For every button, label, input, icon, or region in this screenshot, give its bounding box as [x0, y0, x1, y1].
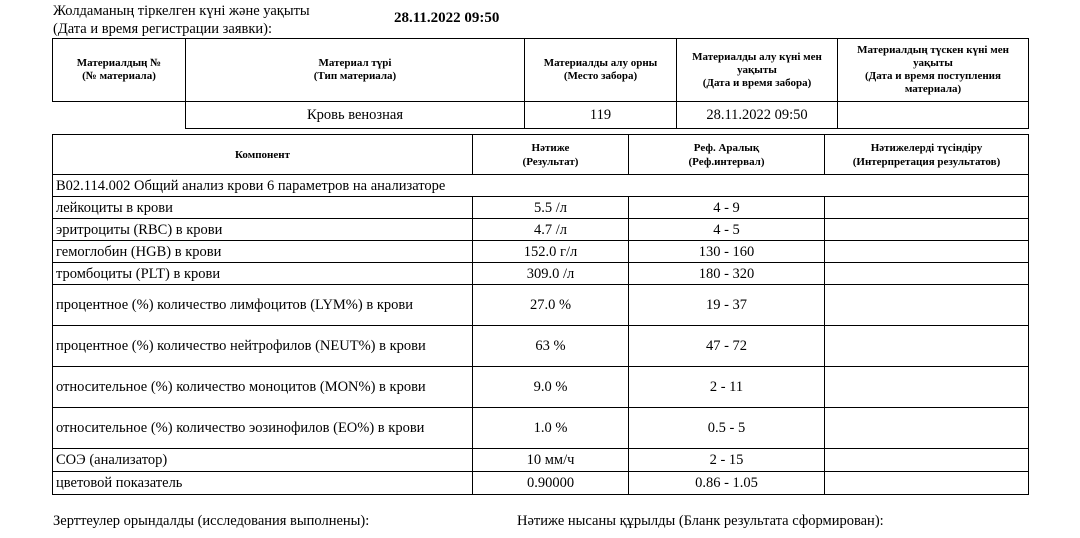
- ref-interval: 4 - 9: [629, 197, 825, 219]
- component-name: процентное (%) количество нейтрофилов (NEUT%) в крови: [53, 326, 473, 367]
- interpretation: [825, 285, 1029, 326]
- material-number-header: Материалдың № (№ материала): [53, 39, 186, 102]
- material-collected-value: 28.11.2022 09:50: [677, 102, 838, 129]
- result-value: 27.0 %: [473, 285, 629, 326]
- table-row: [53, 263, 1029, 285]
- table-row: [53, 472, 1029, 495]
- ref-interval: 2 - 15: [629, 449, 825, 472]
- component-name: процентное (%) количество лимфоцитов (LYM%) в крови: [53, 285, 473, 326]
- result-value: 309.0 /л: [473, 263, 629, 285]
- table-row: [53, 367, 1029, 408]
- results-header-row: [53, 135, 1029, 175]
- result-header: Нәтиже (Результат): [473, 135, 629, 175]
- component-name: тромбоциты (PLT) в крови: [53, 263, 473, 285]
- table-row: [53, 197, 1029, 219]
- material-collected-header: Материалды алу күні мен уақыты (Дата и время забора): [677, 39, 838, 102]
- table-row: [53, 241, 1029, 263]
- ref-interval: 19 - 37: [629, 285, 825, 326]
- registration-label-kz: Жолдаманың тіркелген күні және уақыты: [53, 3, 310, 19]
- component-name: гемоглобин (HGB) в крови: [53, 241, 473, 263]
- material-received-value: [838, 102, 1029, 129]
- ref-interval: 0.86 - 1.05: [629, 472, 825, 495]
- result-value: 9.0 %: [473, 367, 629, 408]
- footer-formed: Нәтиже нысаны құрылды (Бланк результата сформирован):: [517, 513, 884, 529]
- material-place-header: Материалды алу орны (Место забора): [525, 39, 677, 102]
- ref-interval: 180 - 320: [629, 263, 825, 285]
- result-value: 0.90000: [473, 472, 629, 495]
- interpretation: [825, 449, 1029, 472]
- section-row: [53, 175, 1029, 197]
- material-type-header: Материал түрі (Тип материала): [186, 39, 525, 102]
- registration-label: [53, 2, 310, 38]
- footer-performed: Зерттеулер орындалды (исследования выполнены):: [53, 513, 370, 529]
- result-value: 1.0 %: [473, 408, 629, 449]
- component-name: лейкоциты в крови: [53, 197, 473, 219]
- results-table: [52, 134, 1029, 495]
- ref-interval: 130 - 160: [629, 241, 825, 263]
- material-table: [52, 38, 1029, 129]
- ref-interval: 47 - 72: [629, 326, 825, 367]
- interpretation: [825, 367, 1029, 408]
- interpretation: [825, 241, 1029, 263]
- ref-interval: 4 - 5: [629, 219, 825, 241]
- registration-label-ru: (Дата и время регистрации заявки):: [53, 21, 273, 37]
- table-row: [53, 219, 1029, 241]
- material-type-value: Кровь венозная: [186, 102, 525, 129]
- interpretation: [825, 472, 1029, 495]
- ref-interval: 2 - 11: [629, 367, 825, 408]
- material-received-header: Материалдың түскен күні мен уақыты (Дата и время поступления материала): [838, 39, 1029, 102]
- ref-interval: 0.5 - 5: [629, 408, 825, 449]
- result-value: 5.5 /л: [473, 197, 629, 219]
- interpretation: [825, 197, 1029, 219]
- table-row: [53, 285, 1029, 326]
- interpretation: [825, 408, 1029, 449]
- table-row: [53, 408, 1029, 449]
- registration-date: 28.11.2022 09:50: [394, 10, 500, 26]
- material-header-row: [53, 39, 1029, 102]
- result-value: 63 %: [473, 326, 629, 367]
- result-value: 10 мм/ч: [473, 449, 629, 472]
- section-title: B02.114.002 Общий анализ крови 6 параметров на анализаторе: [53, 175, 1029, 197]
- component-name: относительное (%) количество моноцитов (MON%) в крови: [53, 367, 473, 408]
- component-name: СОЭ (анализатор): [53, 449, 473, 472]
- interpretation: [825, 219, 1029, 241]
- result-value: 152.0 г/л: [473, 241, 629, 263]
- component-header: Компонент: [53, 135, 473, 175]
- ref-interval-header: Реф. Аралық (Реф.интервал): [629, 135, 825, 175]
- material-place-value: 119: [525, 102, 677, 129]
- interpretation: [825, 326, 1029, 367]
- material-number-value: [53, 102, 186, 129]
- component-name: относительное (%) количество эозинофилов (EO%) в крови: [53, 408, 473, 449]
- component-name: цветовой показатель: [53, 472, 473, 495]
- material-value-row: [53, 102, 1029, 129]
- interpretation-header: Нәтижелерді түсіндіру (Интерпретация результатов): [825, 135, 1029, 175]
- result-value: 4.7 /л: [473, 219, 629, 241]
- table-row: [53, 326, 1029, 367]
- component-name: эритроциты (RBC) в крови: [53, 219, 473, 241]
- table-row: [53, 449, 1029, 472]
- interpretation: [825, 263, 1029, 285]
